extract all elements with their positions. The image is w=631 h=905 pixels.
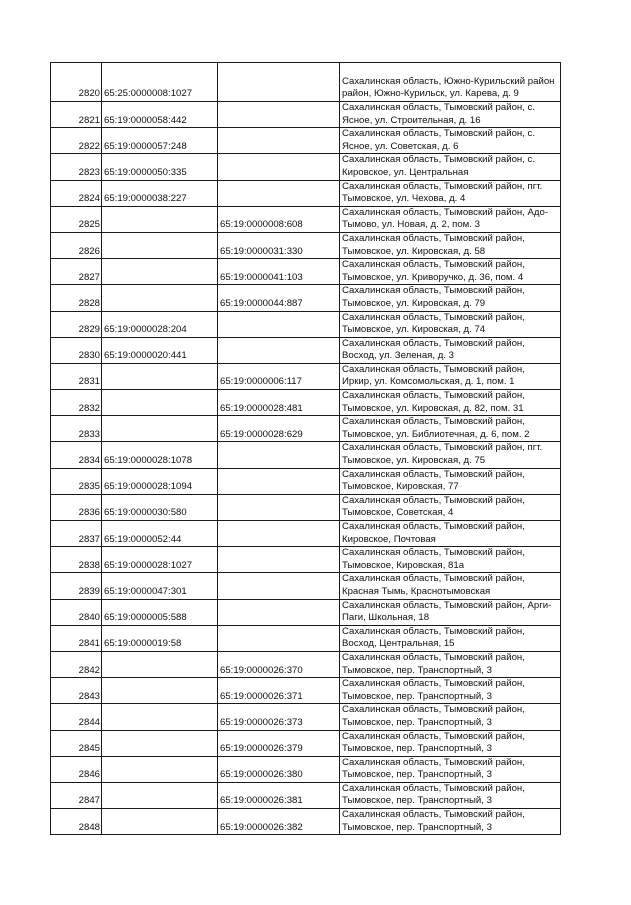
table-row — [51, 782, 561, 808]
address-cell — [340, 573, 561, 599]
cadastral-number-premises — [218, 311, 340, 337]
address-line: Сахалинская область, Тымовский район, с. — [342, 128, 535, 140]
row-number: 2840 — [51, 599, 102, 625]
cadastral-number-building: 65:19:0000058:442 — [102, 102, 218, 128]
address-line: Тымовское, ул. Кировская, д. 74 — [342, 324, 486, 336]
table-row — [51, 232, 561, 258]
cadastral-number-building: 65:19:0000028:1094 — [102, 468, 218, 494]
table-row — [51, 416, 561, 442]
address-line: Сахалинская область, Тымовский район, — [342, 678, 525, 690]
address-line: Тымовское, пер. Транспортный, 3 — [342, 769, 492, 781]
row-number: 2848 — [51, 809, 102, 835]
address-line: Сахалинская область, Тымовский район, — [342, 468, 525, 480]
address-line: Ясное, ул. Советская, д. 6 — [342, 140, 459, 152]
address-cell — [340, 259, 561, 285]
address-line: Красная Тымь, Краснотымовская — [342, 585, 491, 597]
cadastral-number-premises: 65:19:0000026:382 — [218, 809, 340, 835]
cadastral-number-premises — [218, 625, 340, 651]
address-cell — [340, 547, 561, 573]
address-line: Сахалинская область, Тымовский район, — [342, 573, 525, 585]
address-cell — [340, 180, 561, 206]
address-line: Сахалинская область, Тымовский район, — [342, 782, 525, 794]
address-cell — [340, 494, 561, 520]
cadastral-number-premises: 65:19:0000026:370 — [218, 651, 340, 677]
table-row — [51, 311, 561, 337]
address-cell — [340, 625, 561, 651]
cadastral-number-premises: 65:19:0000026:379 — [218, 730, 340, 756]
table-row — [51, 206, 561, 232]
address-line: Сахалинская область, Тымовский район, — [342, 259, 525, 271]
address-line: Сахалинская область, Тымовский район, — [342, 704, 525, 716]
row-number: 2829 — [51, 311, 102, 337]
table-row — [51, 259, 561, 285]
cadastral-number-building: 65:19:0000005:588 — [102, 599, 218, 625]
row-number: 2835 — [51, 468, 102, 494]
registry-table — [50, 62, 561, 835]
row-number: 2847 — [51, 782, 102, 808]
address-line: Сахалинская область, Тымовский район, — [342, 363, 525, 375]
address-line: Тымовское, пер. Транспортный, 3 — [342, 743, 492, 755]
table-row — [51, 102, 561, 128]
cadastral-number-premises: 65:19:0000031:330 — [218, 232, 340, 258]
address-line: Сахалинская область, Тымовский район, — [342, 625, 525, 637]
cadastral-number-premises — [218, 63, 340, 102]
row-number: 2841 — [51, 625, 102, 651]
address-cell — [340, 521, 561, 547]
cadastral-number-premises — [218, 494, 340, 520]
table-row — [51, 363, 561, 389]
cadastral-number-premises: 65:19:0000026:381 — [218, 782, 340, 808]
cadastral-number-premises — [218, 599, 340, 625]
address-cell — [340, 782, 561, 808]
registry-table-body — [51, 63, 561, 835]
address-line: Тымовское, ул. Библиотечная, д. 6, пом. 2 — [342, 428, 530, 440]
address-line: Сахалинская область, Южно-Курильский район — [342, 75, 555, 87]
address-line: Сахалинская область, Тымовский район, Адо- — [342, 206, 549, 218]
cadastral-number-building: 65:19:0000047:301 — [102, 573, 218, 599]
cadastral-number-building: 65:19:0000057:248 — [102, 128, 218, 154]
row-number: 2824 — [51, 180, 102, 206]
cadastral-number-building: 65:19:0000019:58 — [102, 625, 218, 651]
address-line: Сахалинская область, Тымовский район, — [342, 547, 525, 559]
cadastral-number-building — [102, 704, 218, 730]
cadastral-number-building — [102, 206, 218, 232]
table-row — [51, 521, 561, 547]
row-number: 2846 — [51, 756, 102, 782]
table-row — [51, 128, 561, 154]
row-number: 2827 — [51, 259, 102, 285]
cadastral-number-premises — [218, 573, 340, 599]
address-line: Тымовское, ул. Кировская, д. 75 — [342, 455, 486, 467]
address-cell — [340, 102, 561, 128]
table-row — [51, 337, 561, 363]
cadastral-number-premises: 65:19:0000041:103 — [218, 259, 340, 285]
address-line: Тымовское, ул. Кировская, д. 82, пом. 31 — [342, 402, 524, 414]
address-line: Тымовское, Кировская, 77 — [342, 481, 459, 493]
row-number: 2831 — [51, 363, 102, 389]
address-line: Тымовское, ул. Кировская, д. 79 — [342, 297, 486, 309]
address-line: Сахалинская область, Тымовский район, — [342, 494, 525, 506]
row-number: 2830 — [51, 337, 102, 363]
address-line: Тымовское, пер. Транспортный, 3 — [342, 690, 492, 702]
address-cell — [340, 468, 561, 494]
row-number: 2821 — [51, 102, 102, 128]
address-line: Сахалинская область, Тымовский район, Арги- — [342, 599, 552, 611]
address-line: Тымовское, ул. Кировская, д. 58 — [342, 245, 486, 257]
address-cell — [340, 390, 561, 416]
cadastral-number-building — [102, 390, 218, 416]
address-line: Сахалинская область, Тымовский район, — [342, 809, 525, 821]
table-row — [51, 625, 561, 651]
address-cell — [340, 154, 561, 180]
row-number: 2820 — [51, 63, 102, 102]
row-number: 2837 — [51, 521, 102, 547]
cadastral-number-building: 65:19:0000028:1027 — [102, 547, 218, 573]
cadastral-number-building: 65:19:0000028:204 — [102, 311, 218, 337]
cadastral-number-premises: 65:19:0000026:373 — [218, 704, 340, 730]
address-line: Тымовское, пер. Транспортный, 3 — [342, 664, 492, 676]
cadastral-number-premises — [218, 442, 340, 468]
cadastral-number-building: 65:19:0000030:580 — [102, 494, 218, 520]
table-row — [51, 547, 561, 573]
address-line: Тымовское, пер. Транспортный, 3 — [342, 716, 492, 728]
table-row — [51, 442, 561, 468]
cadastral-number-building — [102, 416, 218, 442]
address-line: Кировское, ул. Центральная — [342, 166, 469, 178]
address-line: Сахалинская область, Тымовский район, с. — [342, 154, 535, 166]
cadastral-number-premises: 65:19:0000028:481 — [218, 390, 340, 416]
cadastral-number-building — [102, 730, 218, 756]
cadastral-number-building: 65:19:0000038:227 — [102, 180, 218, 206]
cadastral-number-building — [102, 782, 218, 808]
address-line: Тымовское, Советская, 4 — [342, 507, 454, 519]
table-row — [51, 154, 561, 180]
row-number: 2826 — [51, 232, 102, 258]
address-line: Сахалинская область, Тымовский район, — [342, 521, 525, 532]
address-line: район, Южно-Курильск, ул. Карева, д. 9 — [342, 88, 519, 100]
address-line: Сахалинская область, Тымовский район, — [342, 651, 525, 663]
address-line: Сахалинская область, Тымовский район, пгт. — [342, 180, 543, 192]
cadastral-number-building — [102, 259, 218, 285]
cadastral-number-building: 65:19:0000028:1078 — [102, 442, 218, 468]
row-number: 2832 — [51, 390, 102, 416]
cadastral-number-building: 65:19:0000020:441 — [102, 337, 218, 363]
address-line: Кировское, Почтовая — [342, 533, 436, 545]
address-cell — [340, 232, 561, 258]
row-number: 2833 — [51, 416, 102, 442]
address-line: Восход, ул. Зеленая, д. 3 — [342, 350, 454, 362]
table-row — [51, 704, 561, 730]
cadastral-number-building — [102, 756, 218, 782]
cadastral-number-premises — [218, 102, 340, 128]
row-number: 2823 — [51, 154, 102, 180]
address-line: Тымовское, пер. Транспортный, 3 — [342, 821, 492, 833]
address-cell — [340, 311, 561, 337]
address-cell — [340, 599, 561, 625]
document-page — [50, 62, 560, 835]
address-line: Сахалинская область, Тымовский район, — [342, 756, 525, 768]
address-cell — [340, 63, 561, 102]
address-line: Иркир, ул. Комсомольская, д. 1, пом. 1 — [342, 376, 515, 388]
cadastral-number-building — [102, 232, 218, 258]
cadastral-number-premises: 65:19:0000026:371 — [218, 678, 340, 704]
cadastral-number-premises — [218, 128, 340, 154]
address-cell — [340, 756, 561, 782]
table-row — [51, 494, 561, 520]
address-cell — [340, 363, 561, 389]
address-cell — [340, 128, 561, 154]
address-line: Тымовское, ул. Чехова, д. 4 — [342, 193, 466, 205]
row-number: 2828 — [51, 285, 102, 311]
table-row — [51, 678, 561, 704]
address-line: Сахалинская область, Тымовский район, — [342, 311, 525, 323]
address-line: Сахалинская область, Тымовский район, — [342, 285, 525, 297]
address-cell — [340, 337, 561, 363]
address-cell — [340, 416, 561, 442]
table-row — [51, 180, 561, 206]
cadastral-number-premises: 65:19:0000006:117 — [218, 363, 340, 389]
cadastral-number-premises — [218, 547, 340, 573]
cadastral-number-building — [102, 809, 218, 835]
address-line: Сахалинская область, Тымовский район, — [342, 232, 525, 244]
address-line: Тымовское, пер. Транспортный, 3 — [342, 795, 492, 807]
table-row — [51, 651, 561, 677]
table-row — [51, 468, 561, 494]
cadastral-number-premises — [218, 154, 340, 180]
row-number: 2839 — [51, 573, 102, 599]
table-row — [51, 390, 561, 416]
row-number: 2838 — [51, 547, 102, 573]
cadastral-number-building: 65:25:0000008:1027 — [102, 63, 218, 102]
row-number: 2842 — [51, 651, 102, 677]
address-cell — [340, 730, 561, 756]
cadastral-number-premises: 65:19:0000008:608 — [218, 206, 340, 232]
address-line: Ясное, ул. Строительная, д. 16 — [342, 114, 481, 126]
address-cell — [340, 651, 561, 677]
address-cell — [340, 206, 561, 232]
table-row — [51, 599, 561, 625]
table-row — [51, 285, 561, 311]
address-cell — [340, 809, 561, 835]
row-number: 2834 — [51, 442, 102, 468]
cadastral-number-building — [102, 678, 218, 704]
cadastral-number-building — [102, 285, 218, 311]
table-row — [51, 573, 561, 599]
address-line: Тымово, ул. Новая, д. 2, пом. 3 — [342, 219, 480, 231]
table-row — [51, 63, 561, 102]
row-number: 2843 — [51, 678, 102, 704]
cadastral-number-premises — [218, 468, 340, 494]
cadastral-number-premises — [218, 180, 340, 206]
row-number: 2845 — [51, 730, 102, 756]
address-line: Восход, Центральная, 15 — [342, 638, 455, 650]
row-number: 2825 — [51, 206, 102, 232]
row-number: 2822 — [51, 128, 102, 154]
table-row — [51, 730, 561, 756]
address-cell — [340, 285, 561, 311]
address-cell — [340, 704, 561, 730]
table-row — [51, 756, 561, 782]
cadastral-number-premises: 65:19:0000026:380 — [218, 756, 340, 782]
address-line: Тымовское, Кировская, 81а — [342, 559, 465, 571]
address-line: Сахалинская область, Тымовский район, — [342, 730, 525, 742]
address-line: Сахалинская область, Тымовский район, — [342, 390, 525, 402]
address-line: Сахалинская область, Тымовский район, пгт. — [342, 442, 543, 454]
address-line: Сахалинская область, Тымовский район, — [342, 337, 525, 349]
table-row — [51, 809, 561, 835]
address-cell — [340, 678, 561, 704]
cadastral-number-premises: 65:19:0000044:887 — [218, 285, 340, 311]
cadastral-number-building: 65:19:0000050:335 — [102, 154, 218, 180]
address-line: Тымовское, ул. Криворучко, д. 36, пом. 4 — [342, 271, 524, 283]
cadastral-number-premises — [218, 521, 340, 547]
address-cell — [340, 442, 561, 468]
address-line: Сахалинская область, Тымовский район, — [342, 416, 525, 428]
cadastral-number-building — [102, 363, 218, 389]
cadastral-number-premises: 65:19:0000028:629 — [218, 416, 340, 442]
cadastral-number-building — [102, 651, 218, 677]
address-line: Паги, Школьная, 18 — [342, 612, 430, 624]
address-line: Сахалинская область, Тымовский район, с. — [342, 102, 535, 113]
row-number: 2844 — [51, 704, 102, 730]
cadastral-number-building: 65:19:0000052:44 — [102, 521, 218, 547]
row-number: 2836 — [51, 494, 102, 520]
cadastral-number-premises — [218, 337, 340, 363]
